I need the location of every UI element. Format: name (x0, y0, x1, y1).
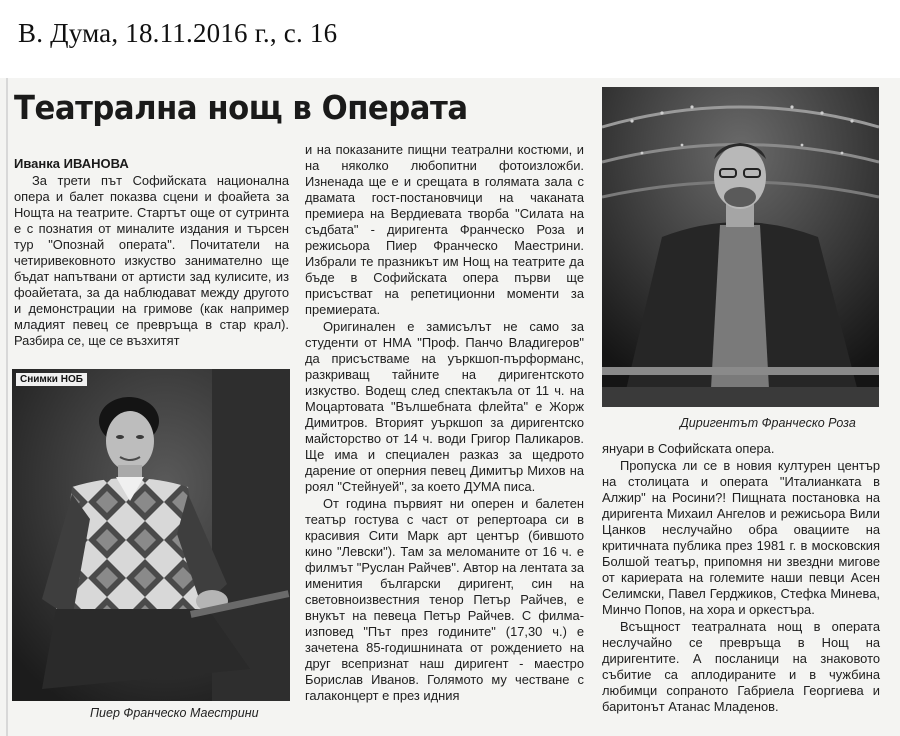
photo-rosa (602, 87, 879, 407)
photo-maestrini (12, 369, 290, 701)
paragraph: Оригинален е замисълът не само за студенти от НМА "Проф. Панчо Владигеров" да присъстваме на уъркшоп-пърформанс, разкриващ тайните на диригентското изкуство. Водещ след спектакъла от 11 ч. на Моцартовата "Вълшебната флейта" е Жорж Димитров. Вторият уъркшоп за диригентско майсторство от 14 ч. води Григор Паликаров. Ще има и специален разказ за щедрото дарение от оперния певец Димитър Михов на роял "Стейнуей", за което ДУМА писа. (305, 319, 584, 494)
article-byline (14, 156, 129, 171)
paragraph: От година първият ни оперен и балетен театър гостува с част от репертоара си в красивия Сити Марк арт център (бившото кино "Левски"). Там за меломаните от 16 ч. е филмът "Руслан Райчев". Автор на лентата за именития български диригент, син на световноизвестния тенор Петър Райчев, е внукът на певеца Петър Райчев. С филма-изповед "Път през годините" (17,30 ч.) е зачетена 85-годишнината от рождението на друг всепризнат наш диригент - маестро Борислав Иванов. Голямото му честване с галаконцерт е през идния (305, 496, 584, 703)
photo-maestrini-image (12, 369, 290, 701)
paragraph: Пропуска ли се в новия културен център на столицата и операта "Италианката в Алжир" на Росини?! Пищната постановка на диригента Михаил Ангелов и режисьора Вили Цанков неслучайно обра овациите на критичната публика през 1981 г. в московския Болшой театър, припомня ни звездни мигове от кариерата на големите наши певци Асен Селимски, Павел Герджиков, Стефка Минева, Минчо Попов, на хора и оркестъра. (602, 458, 880, 617)
article-headline: Театрална нощ в Операта (14, 88, 468, 127)
photo-rosa-caption: Диригентът Франческо Роза (680, 416, 856, 430)
photo-credit: Снимки НОБ (16, 373, 87, 386)
article-column-1 (14, 173, 289, 350)
byline-last-name: ИВАНОВА (63, 156, 129, 171)
article-column-3 (602, 441, 880, 716)
paragraph: Всъщност театралната нощ в операта неслучайно се превръща в Нощ на диригентите. А посланици на знаковото събитие са аплодираните и в чужбина любимци сопраното Габриела Георгиева и баритонът Атанас Младенов. (602, 619, 880, 714)
clipping-edge (6, 78, 8, 736)
source-line: В. Дума, 18.11.2016 г., с. 16 (18, 18, 338, 48)
paragraph: и на показаните пищни театрални костюми, и на няколко любопитни фотоизложби. Изненада ще е и срещата в голямата зала с двамата гост-постановчици на чаканата премиера на Вердиевата творба "Силата на съдбата" - диригента Франческо Роза и режисьора Пиер Франческо Маестрини. Избрали те празникът им Нощ на театрите да бъде в Софийската опера първи ще присъстват на репетиционни моменти за премиерата. (305, 142, 584, 317)
byline-first-name: Иванка (14, 156, 60, 171)
photo-maestrini-caption: Пиер Франческо Маестрини (90, 706, 259, 720)
article-column-2 (305, 142, 584, 705)
photo-rosa-image (602, 87, 879, 407)
paragraph: януари в Софийската опера. (602, 441, 775, 456)
paragraph: За трети път Софийската национална опера и балет показва сцени и фоайета за Нощта на театрите. Стартът още от сутринта е с познатия от миналите издания и търсен тур "Опознай операта". Почитатели на четиривековното изкуство занимателно ще бъдат напътвани от артисти зад кулисите, из фоайетата, за да наблюдават между другото и демонстрации на гримове (как например младият певец се превръща в стар крал). Разбира се, ще се възхитят (14, 173, 289, 348)
